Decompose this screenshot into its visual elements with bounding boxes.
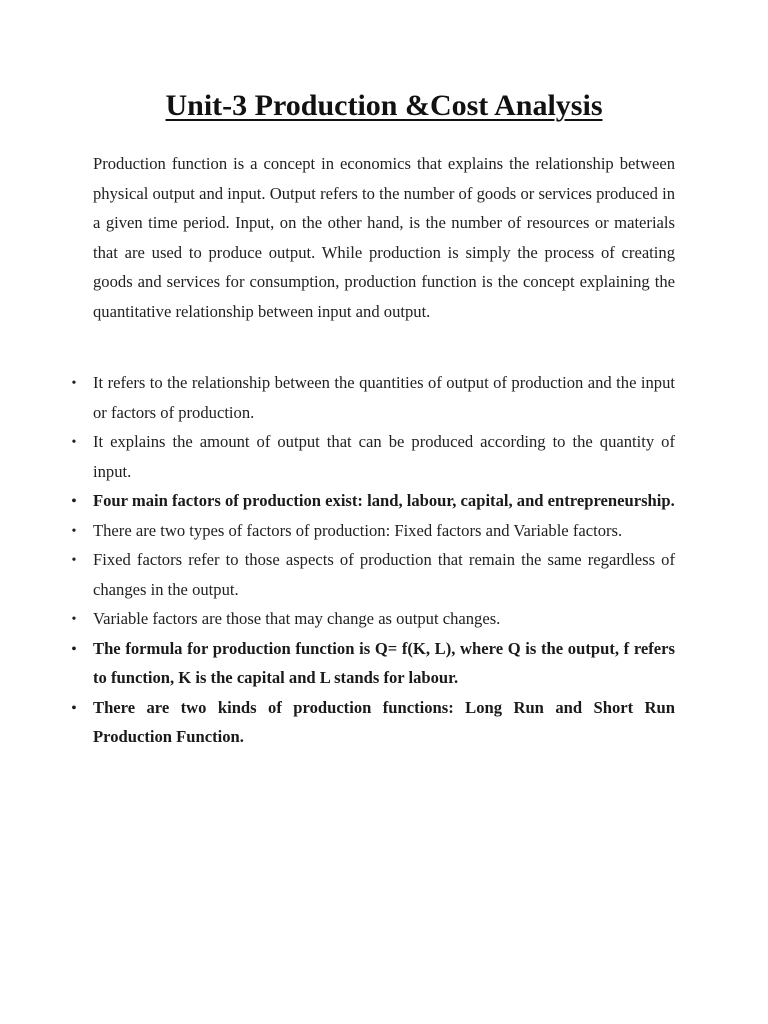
list-item-text: Four main factors of production exist: land, labour, capital, and entrepreneurship. bbox=[93, 491, 675, 510]
bullet-icon: • bbox=[71, 523, 77, 539]
bullet-icon: • bbox=[71, 641, 77, 657]
list-item bbox=[71, 604, 675, 634]
list-item bbox=[71, 368, 675, 427]
list-item bbox=[71, 634, 675, 693]
bullet-icon: • bbox=[71, 494, 77, 509]
list-item-text: The formula for production function is Q= f(K, L), where Q is the output, f refers to function, K is the capital and L stands for labour. bbox=[93, 638, 675, 687]
list-item bbox=[71, 427, 675, 486]
list-item-text: It refers to the relationship between the quantities of output of production and the input or factors of production. bbox=[93, 373, 675, 422]
list-item-text: There are two kinds of production functions: Long Run and Short Run Production Function. bbox=[93, 697, 675, 746]
page-title: Unit-3 Production &Cost Analysis bbox=[165, 89, 603, 122]
bullet-icon: • bbox=[71, 435, 77, 450]
bullet-icon: • bbox=[71, 376, 77, 391]
bullet-list bbox=[71, 368, 675, 752]
list-item-text: There are two types of factors of production: Fixed factors and Variable factors. bbox=[93, 520, 623, 540]
list-item bbox=[71, 516, 675, 546]
bullet-icon: • bbox=[71, 700, 77, 716]
list-item bbox=[71, 693, 675, 752]
list-item-text: Variable factors are those that may change as output changes. bbox=[93, 609, 501, 628]
intro-paragraph: Production function is a concept in economics that explains the relationship between physical output and input. Output refers to the number of goods or services produced in a given time period. Input, on the other hand, is the number of resources or materials that are used to produce output. While production is simply the process of creating goods and services for consumption, production function is the concept explaining the quantitative relationship between input and output. bbox=[93, 154, 675, 321]
bullet-icon: • bbox=[71, 612, 77, 627]
list-item-text: It explains the amount of output that can be produced according to the quantity of input. bbox=[93, 432, 675, 481]
bullet-icon: • bbox=[71, 553, 77, 568]
list-item-text: Fixed factors refer to those aspects of production that remain the same regardless of changes in the output. bbox=[93, 550, 675, 599]
list-item bbox=[71, 545, 675, 604]
list-item bbox=[71, 486, 675, 516]
